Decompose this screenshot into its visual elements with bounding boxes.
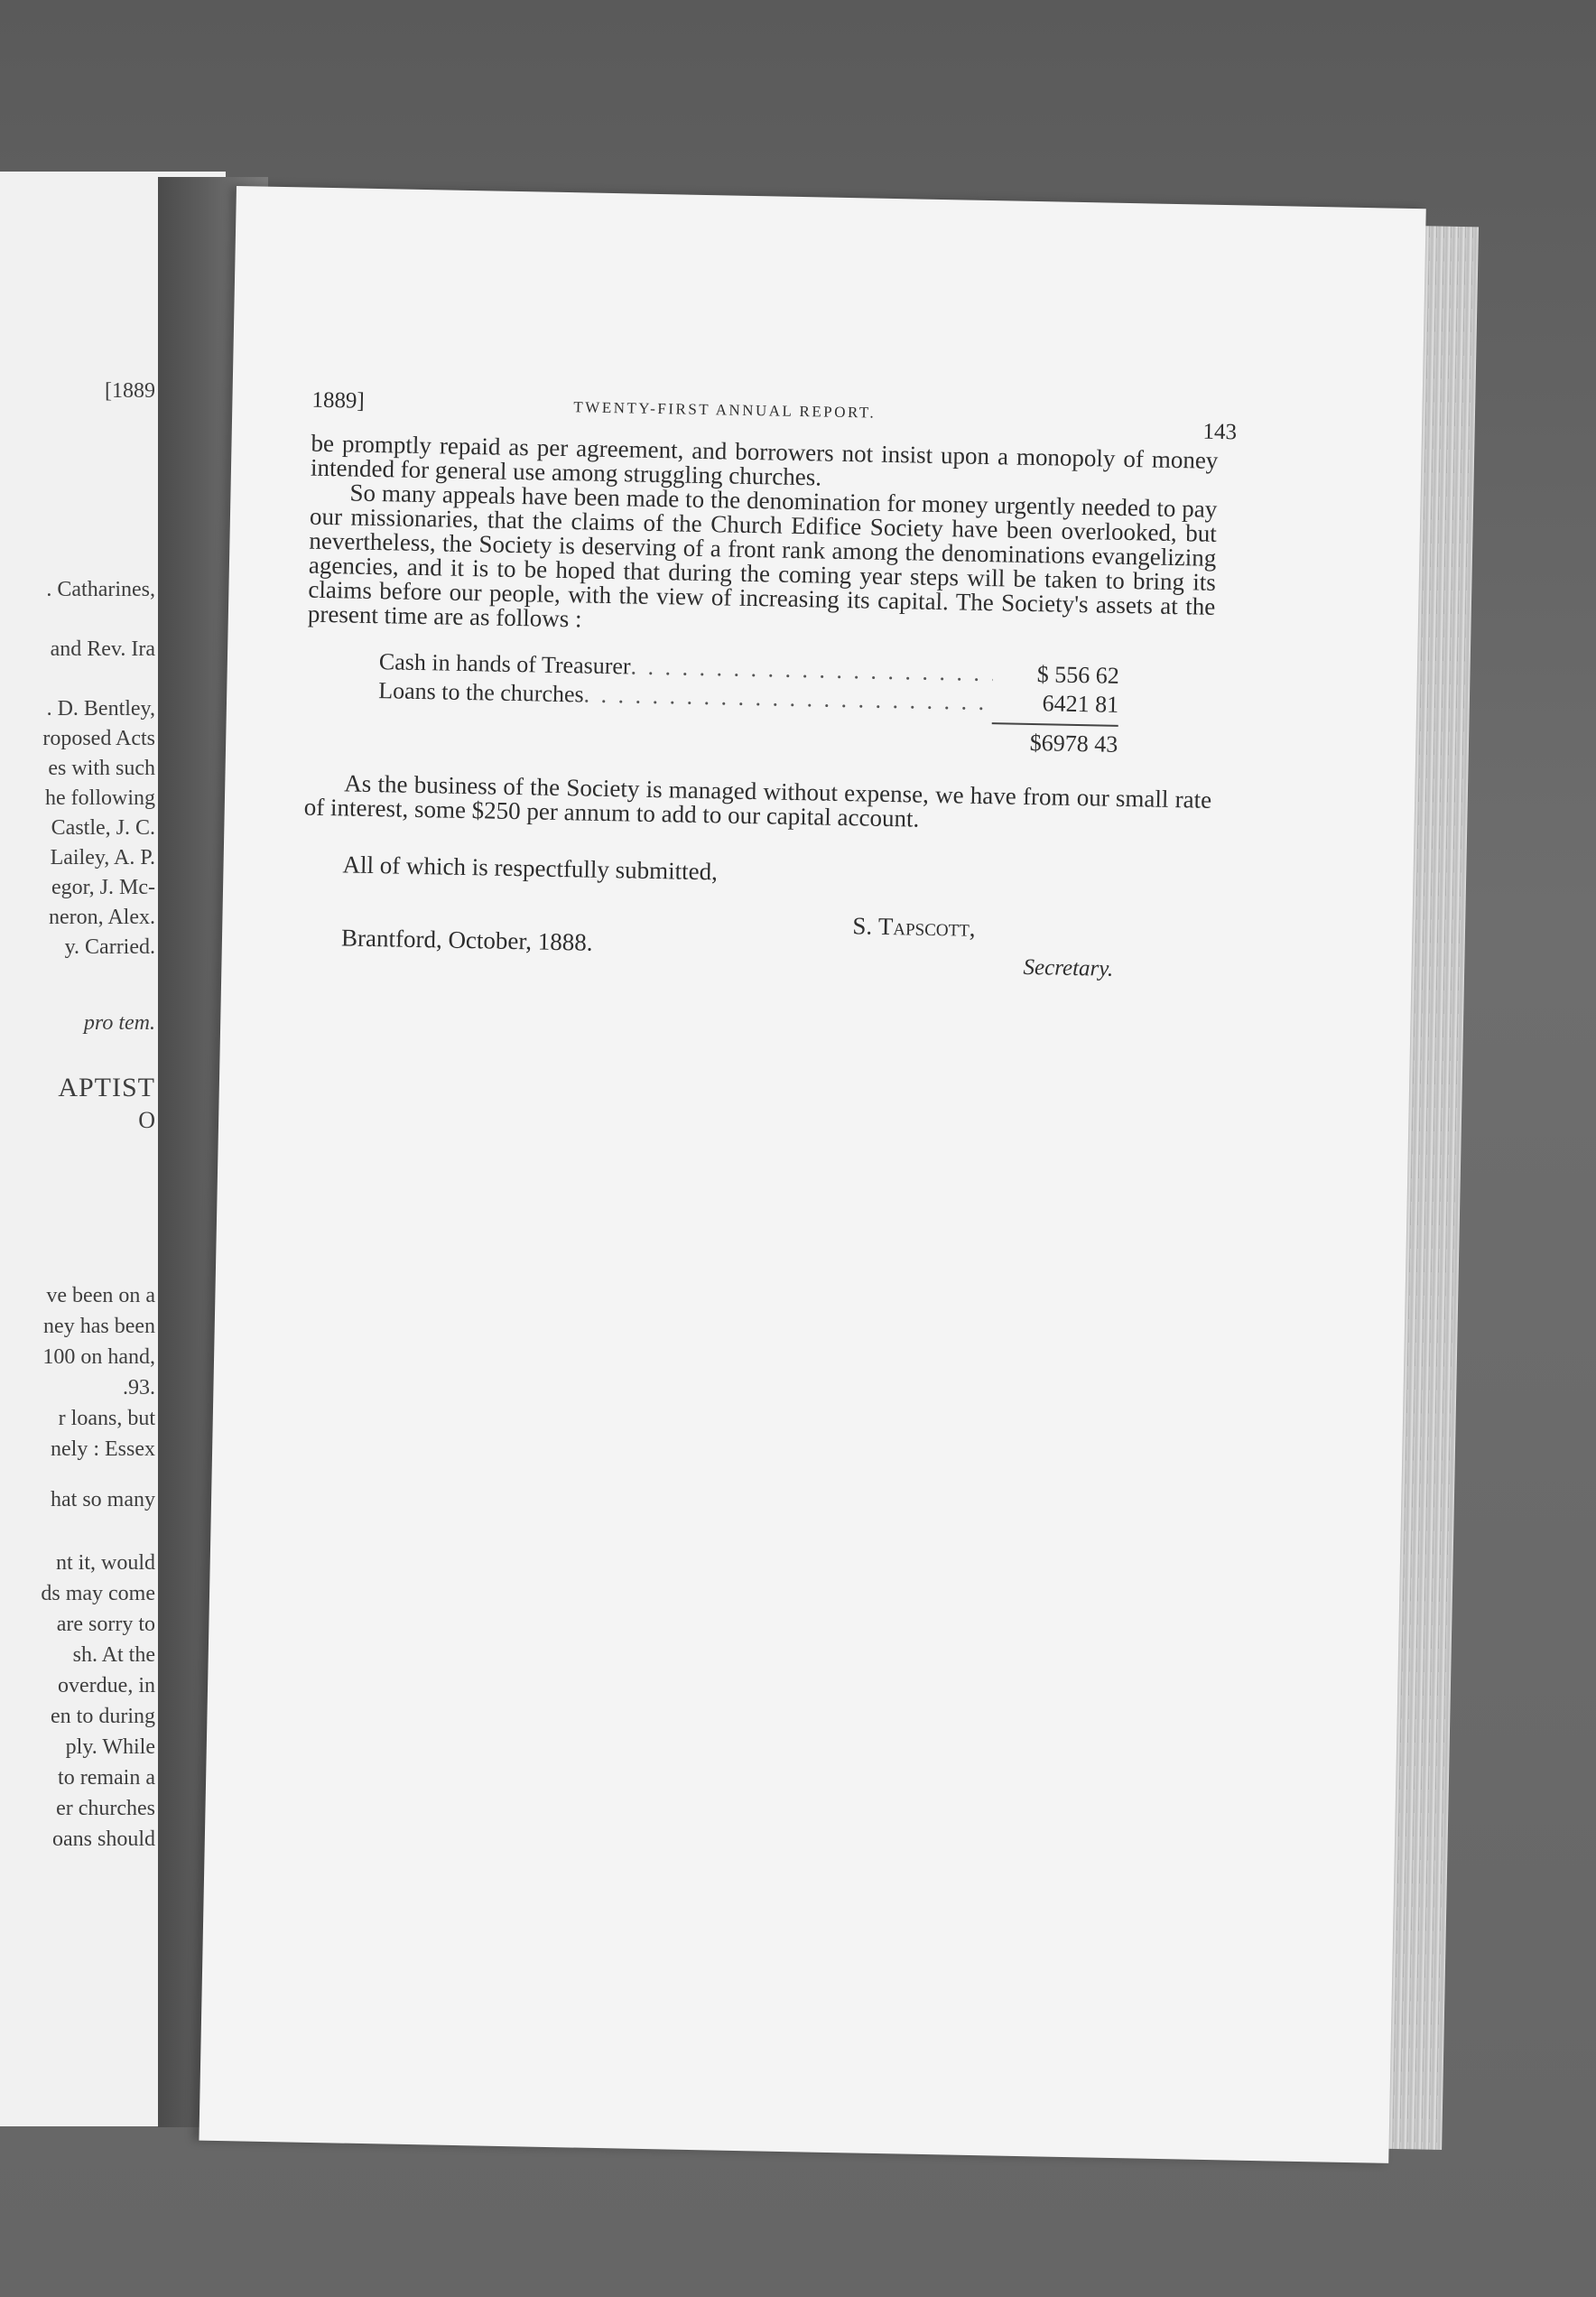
signatory-name [852,912,976,943]
previous-page-line: nt it, would [55,1551,155,1575]
previous-page-line: oans should [52,1827,155,1851]
asset-label: Loans to the churches [378,677,584,708]
previous-page-line: en to during [51,1705,155,1728]
asset-amount: 6421 81 [1042,690,1119,718]
assets-total: $6978 43 [1029,729,1118,758]
previous-page-line: hat so many [51,1488,155,1511]
previous-page-line: overdue, in [58,1674,155,1697]
signatory-title: Secretary. [1023,954,1114,981]
previous-page-line: to remain a [58,1766,155,1790]
previous-page-line: er churches [56,1797,155,1820]
previous-page-line: roposed Acts [42,727,155,750]
signatory-surname: Tapscott, [877,912,976,942]
previous-page-line: es with such [48,757,155,780]
asset-label: Cash in hands of Treasurer [378,648,631,680]
previous-page-line: he following [45,786,155,810]
paragraph-business: As the business of the Society is managed without expense, we have from our small rate of interest, some $250 per annum to add to our capital account. [303,769,1212,832]
previous-page-line: and Rev. Ira [50,637,155,661]
assets-table [377,647,1119,759]
previous-page-line: pro tem. [83,1011,155,1035]
previous-page-line: Castle, J. C. [51,816,155,840]
running-head-year: 1889] [311,387,366,414]
previous-page-line: y. Carried. [64,935,155,959]
signature-block [301,893,1210,1018]
signatory-initial: S. [852,912,879,940]
previous-page-line: . Catharines, [46,578,155,601]
previous-page-line: ds may come [41,1582,155,1605]
previous-page-line: 100 on hand, [42,1345,155,1369]
previous-page-line: . D. Bentley, [46,697,155,721]
previous-page-line: ve been on a [46,1284,155,1307]
paragraph-appeals: So many appeals have been made to the denomination for money urgently needed to pay our missionaries, that the claims of the Church Edifice Society have been overlooked, but nevertheless, the Society is deserving of a front rank among the denominations evangelizing agencies, and it is to be hoped that during the coming year steps will be taken to bring its claims before our people, with the view of increasing its capital. The Society's assets at the present time are as follows : [307,479,1218,633]
previous-page-line: sh. At the [72,1643,155,1667]
previous-page-line: ney has been [43,1315,155,1338]
asset-amount: $ 556 62 [1036,661,1120,689]
previous-page-line: nely : Essex [51,1437,155,1461]
running-head-title: TWENTY-FIRST ANNUAL REPORT. [573,398,877,422]
paragraph-continued: be promptly repaid as per agreement, and borrowers not insist upon a monopoly of money intended for general use among struggling churches. [310,429,1219,491]
place-date: Brantford, October, 1888. [340,924,593,956]
previous-page-year: [1889 [105,379,155,403]
previous-page-line: ply. While [65,1735,155,1759]
previous-page-line: r loans, but [58,1407,155,1430]
closing-line: All of which is respectfully submitted, [342,851,719,886]
previous-page-line: are sorry to [56,1613,155,1636]
total-rule [992,722,1118,727]
page-number: 143 [1202,419,1238,445]
previous-page-line: .93. [123,1376,155,1400]
previous-page-line: Lailey, A. P. [50,846,155,870]
previous-page-line: neron, Alex. [49,906,155,929]
previous-page-heading: O [138,1107,155,1133]
page-content [301,377,1238,1018]
previous-page-heading: APTIST [58,1073,155,1102]
previous-page-line: egor, J. Mc- [51,876,155,899]
report-page [199,186,1425,2163]
